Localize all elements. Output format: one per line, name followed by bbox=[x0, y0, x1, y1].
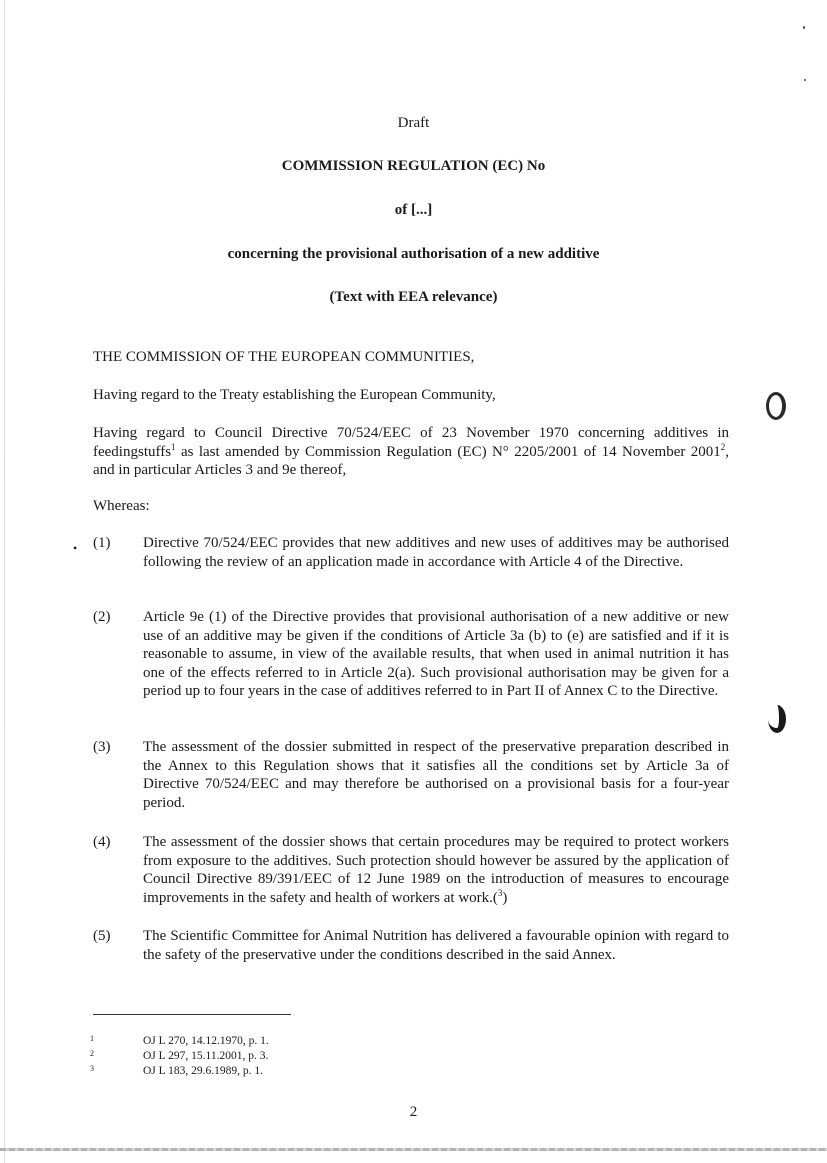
scan-speck bbox=[803, 26, 805, 29]
page-number: 2 bbox=[409, 1104, 418, 1120]
preamble-directive-text: Having regard to Council Directive 70/524/EEC of 23 November 1970 concerning additives in feedingstuffs bbox=[93, 425, 729, 460]
margin-mark: • bbox=[73, 541, 78, 555]
footnote-text: OJ L 183, 29.6.1989, p. 1. bbox=[143, 1065, 264, 1077]
regulation-title: COMMISSION REGULATION (EC) No bbox=[281, 158, 546, 174]
regulation-subject: concerning the provisional authorisation of a new additive bbox=[227, 246, 600, 262]
footnote-number: 1 bbox=[90, 1034, 94, 1043]
footnote-ref: 2 bbox=[720, 441, 726, 452]
footnote-number: 3 bbox=[90, 1064, 94, 1073]
footnote-ref: 3 bbox=[497, 887, 503, 898]
recital-number: (5) bbox=[93, 928, 111, 944]
footnote-number: 2 bbox=[90, 1049, 94, 1058]
recital-text: The assessment of the dossier submitted in respect of the preservative preparation described in the Annex to this Regulation shows that it satisfies all the conditions set by Article 3a of Directive 70/524/EEC and may therefore be authorised on a provisional basis for a four-year period. bbox=[143, 739, 729, 811]
recital-number: (1) bbox=[93, 535, 111, 551]
recital-text: The Scientific Committee for Animal Nutrition has delivered a favourable opinion with regard to the safety of the preservative under the conditions described in the said Annex. bbox=[143, 928, 729, 963]
scan-speck bbox=[804, 79, 806, 81]
preamble-commission: THE COMMISSION OF THE EUROPEAN COMMUNITIES, bbox=[93, 349, 475, 365]
preamble-treaty: Having regard to the Treaty establishing the European Community, bbox=[93, 387, 496, 403]
eea-relevance: (Text with EEA relevance) bbox=[329, 289, 498, 305]
footnote bbox=[90, 1061, 263, 1079]
footnote-text: OJ L 297, 15.11.2001, p. 3. bbox=[143, 1050, 269, 1062]
footnote-text: OJ L 270, 14.12.1970, p. 1. bbox=[143, 1035, 269, 1047]
recital-number: (2) bbox=[93, 609, 111, 625]
punch-hole-mark bbox=[766, 392, 786, 420]
recital-text bbox=[143, 833, 729, 907]
recital-text: Article 9e (1) of the Directive provides that provisional authorisation of a new additive or new use of an additive may be given if the conditions of Article 3a (b) to (e) are satisfied and if it is reasonable to assume, in view of the available results, that when used in animal nutrition it has one of the effects referred to in Article 2(a). Such provisional authorisation may be given for a period up to four years in the case of additives referred to in Part II of Annex C to the Directive. bbox=[143, 609, 729, 699]
preamble-directive bbox=[93, 424, 729, 480]
recital-text: Directive 70/524/EEC provides that new additives and new uses of additives may be authorised following the review of an application made in accordance with Article 4 of the Directive. bbox=[143, 535, 729, 570]
date-line: of [...] bbox=[394, 202, 433, 218]
recital-number: (3) bbox=[93, 739, 111, 755]
draft-label: Draft bbox=[397, 115, 430, 131]
recital-text-end: ) bbox=[502, 889, 508, 906]
recital-number: (4) bbox=[93, 834, 111, 850]
recital-text-body: The assessment of the dossier shows that certain procedures may be required to protect workers from exposure to the additives. Such protection should however be assured by the application of Council Directive 89/391/EEC of 12 June 1989 on the introduction of measures to encourage improvements in the safety and health of workers at work.( bbox=[143, 834, 729, 906]
footnote-separator bbox=[93, 1014, 291, 1015]
preamble-directive-text: as last amended by Commission Regulation (EC) N° 2205/2001 of 14 November 2001 bbox=[175, 443, 721, 460]
footnote-ref: 1 bbox=[171, 441, 176, 452]
scan-bottom-edge bbox=[0, 1148, 827, 1151]
whereas-label: Whereas: bbox=[93, 498, 150, 514]
preamble-directive-text: , and in particular Articles 3 and 9e thereof, bbox=[93, 443, 729, 478]
punch-hole-mark bbox=[768, 705, 786, 733]
